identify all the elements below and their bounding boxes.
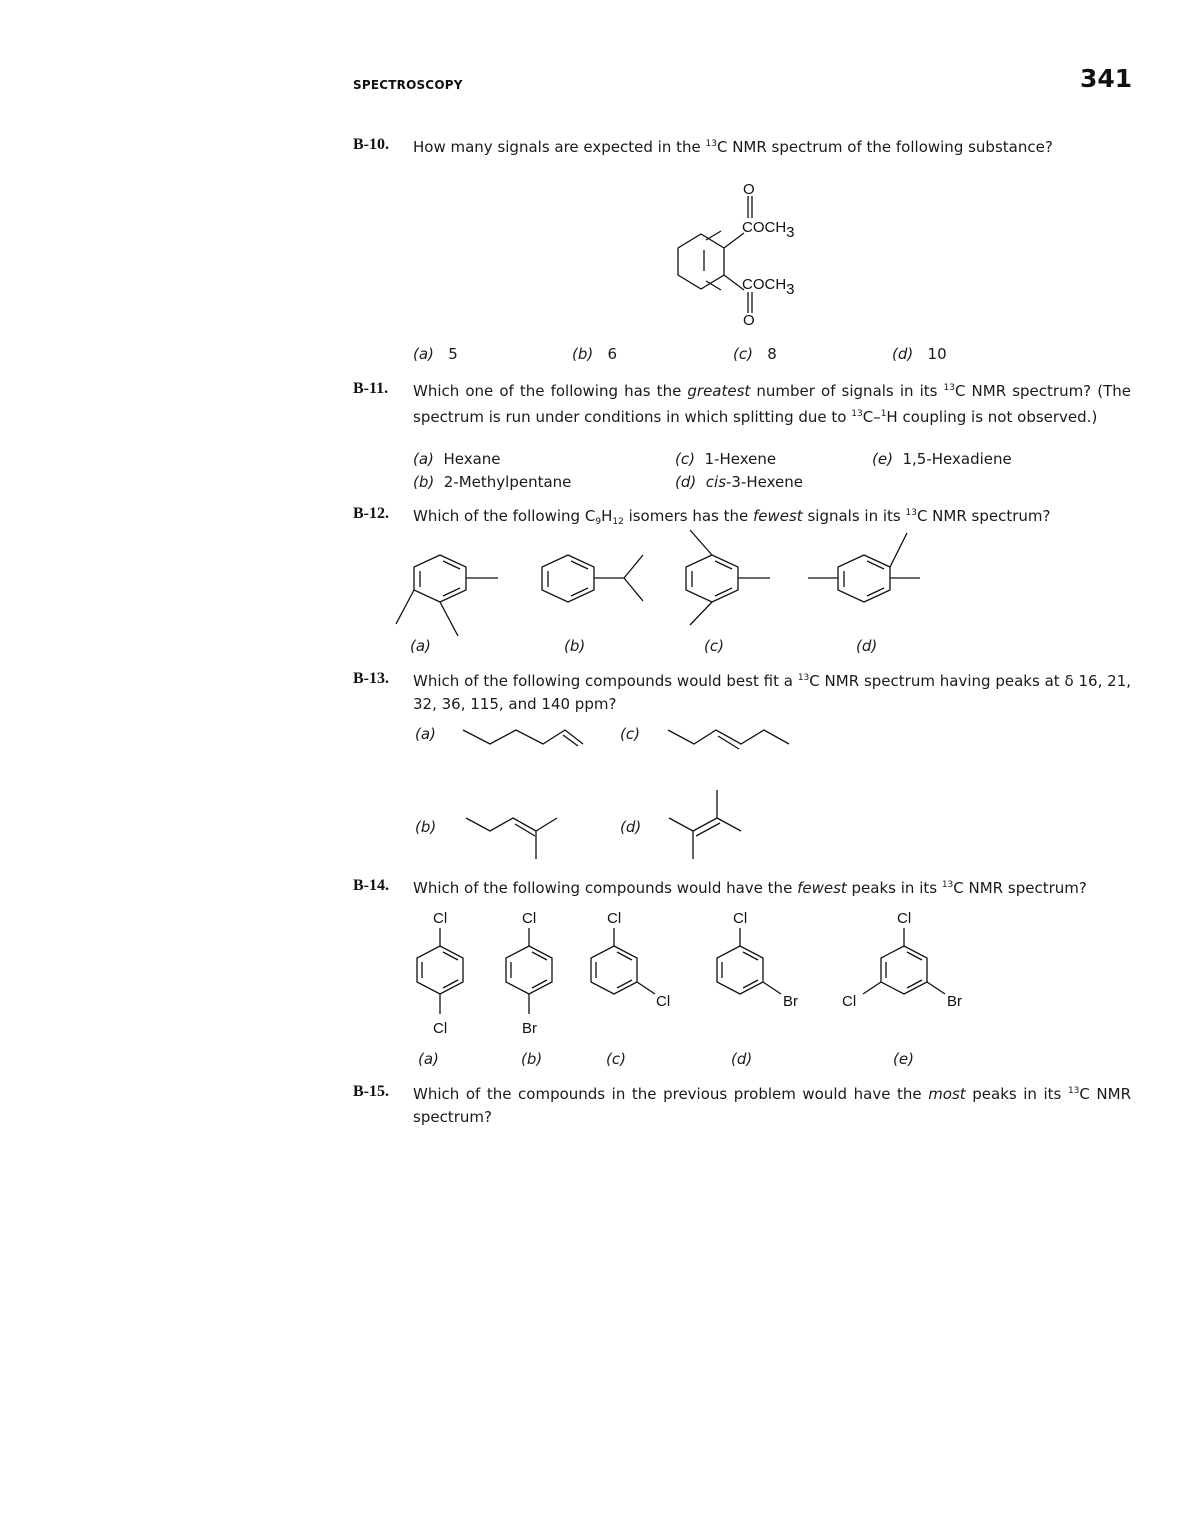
substituent-cl: Cl (433, 1020, 448, 1037)
option-b11-d[interactable]: (d) cis-3-Hexene (675, 473, 804, 491)
structure-b14-c (591, 910, 670, 1010)
label-b12-b[interactable]: (b) (564, 637, 586, 655)
question-number-b12: B-12. (353, 505, 389, 522)
label-b13-d[interactable]: (d) (620, 818, 642, 836)
label-b14-e[interactable]: (e) (893, 1050, 914, 1068)
label-b12-a[interactable]: (a) (410, 637, 431, 655)
substituent-cl: Cl (897, 910, 912, 927)
substituent-cl: Cl (522, 910, 537, 927)
question-number-b13: B-13. (353, 670, 389, 687)
option-b10-c[interactable]: (c) 8 (733, 345, 777, 363)
option-b10-b[interactable]: (b) 6 (572, 345, 618, 363)
question-text-b14: Which of the following compounds would have the fewest peaks in its $^{13}$C NMR spectrum? (413, 879, 1087, 897)
label-b14-c[interactable]: (c) (606, 1050, 626, 1068)
label-b13-a[interactable]: (a) (415, 725, 436, 743)
substituent-cl: Cl (433, 910, 448, 927)
option-b11-a[interactable]: (a) Hexane (413, 450, 501, 468)
structure-b14-d (717, 910, 798, 1010)
carbonyl-o-bottom: O (743, 312, 755, 329)
question-text-b12: Which of the following $C_9H_{12}$ isomers has the fewest signals in its $^{13}$C NMR spectrum? (413, 507, 1051, 527)
question-text-b13: Which of the following compounds would best fit a $^{13}$C NMR spectrum having peaks at δ 16, 21, 32, 36, 115, and 140 ppm? (413, 672, 1132, 713)
label-b13-b[interactable]: (b) (415, 818, 437, 836)
ester-group-bottom: COCH3 (742, 276, 795, 298)
structure-b14-e (842, 910, 962, 1010)
question-text-b15: Which of the compounds in the previous problem would have the most peaks in its $^{13}$C NMR spectrum? (413, 1085, 1132, 1126)
label-b14-d[interactable]: (d) (731, 1050, 753, 1068)
option-b11-c[interactable]: (c) 1-Hexene (675, 450, 777, 468)
question-text-b10: How many signals are expected in the $^{13}$C NMR spectrum of the following substance? (413, 138, 1053, 156)
label-b12-d[interactable]: (d) (856, 637, 878, 655)
running-header: SPECTROSCOPY (353, 78, 463, 92)
substituent-br: Br (522, 1020, 537, 1037)
ester-group-top: COCH3 (742, 219, 795, 241)
question-text-b11: Which one of the following has the greatest number of signals in its $^{13}$C NMR spectrum? (The spectrum is run under conditions in which splitting due to $^{13}$C–$^1$H coupling is not observed.) (413, 382, 1131, 426)
label-b13-c[interactable]: (c) (620, 725, 640, 743)
question-number-b10: B-10. (353, 136, 389, 153)
option-b11-b[interactable]: (b) 2-Methylpentane (413, 473, 572, 491)
substituent-cl: Cl (733, 910, 748, 927)
structure-b14-a (417, 910, 463, 1037)
carbonyl-o-top: O (743, 181, 755, 198)
question-number-b14: B-14. (353, 877, 389, 894)
substituent-cl: Cl (656, 993, 671, 1010)
page-number: 341 (1080, 64, 1133, 93)
question-number-b11: B-11. (353, 380, 389, 397)
substituent-br: Br (947, 993, 962, 1010)
substituent-cl: Cl (607, 910, 622, 927)
option-b10-d[interactable]: (d) 10 (892, 345, 947, 363)
label-b12-c[interactable]: (c) (704, 637, 724, 655)
option-b11-e[interactable]: (e) 1,5-Hexadiene (872, 450, 1012, 468)
option-b10-a[interactable]: (a) 5 (413, 345, 458, 363)
label-b14-b[interactable]: (b) (521, 1050, 543, 1068)
substituent-br: Br (783, 993, 798, 1010)
label-b14-a[interactable]: (a) (418, 1050, 439, 1068)
question-number-b15: B-15. (353, 1083, 389, 1100)
structure-b14-b (506, 910, 552, 1037)
substituent-cl: Cl (842, 993, 857, 1010)
